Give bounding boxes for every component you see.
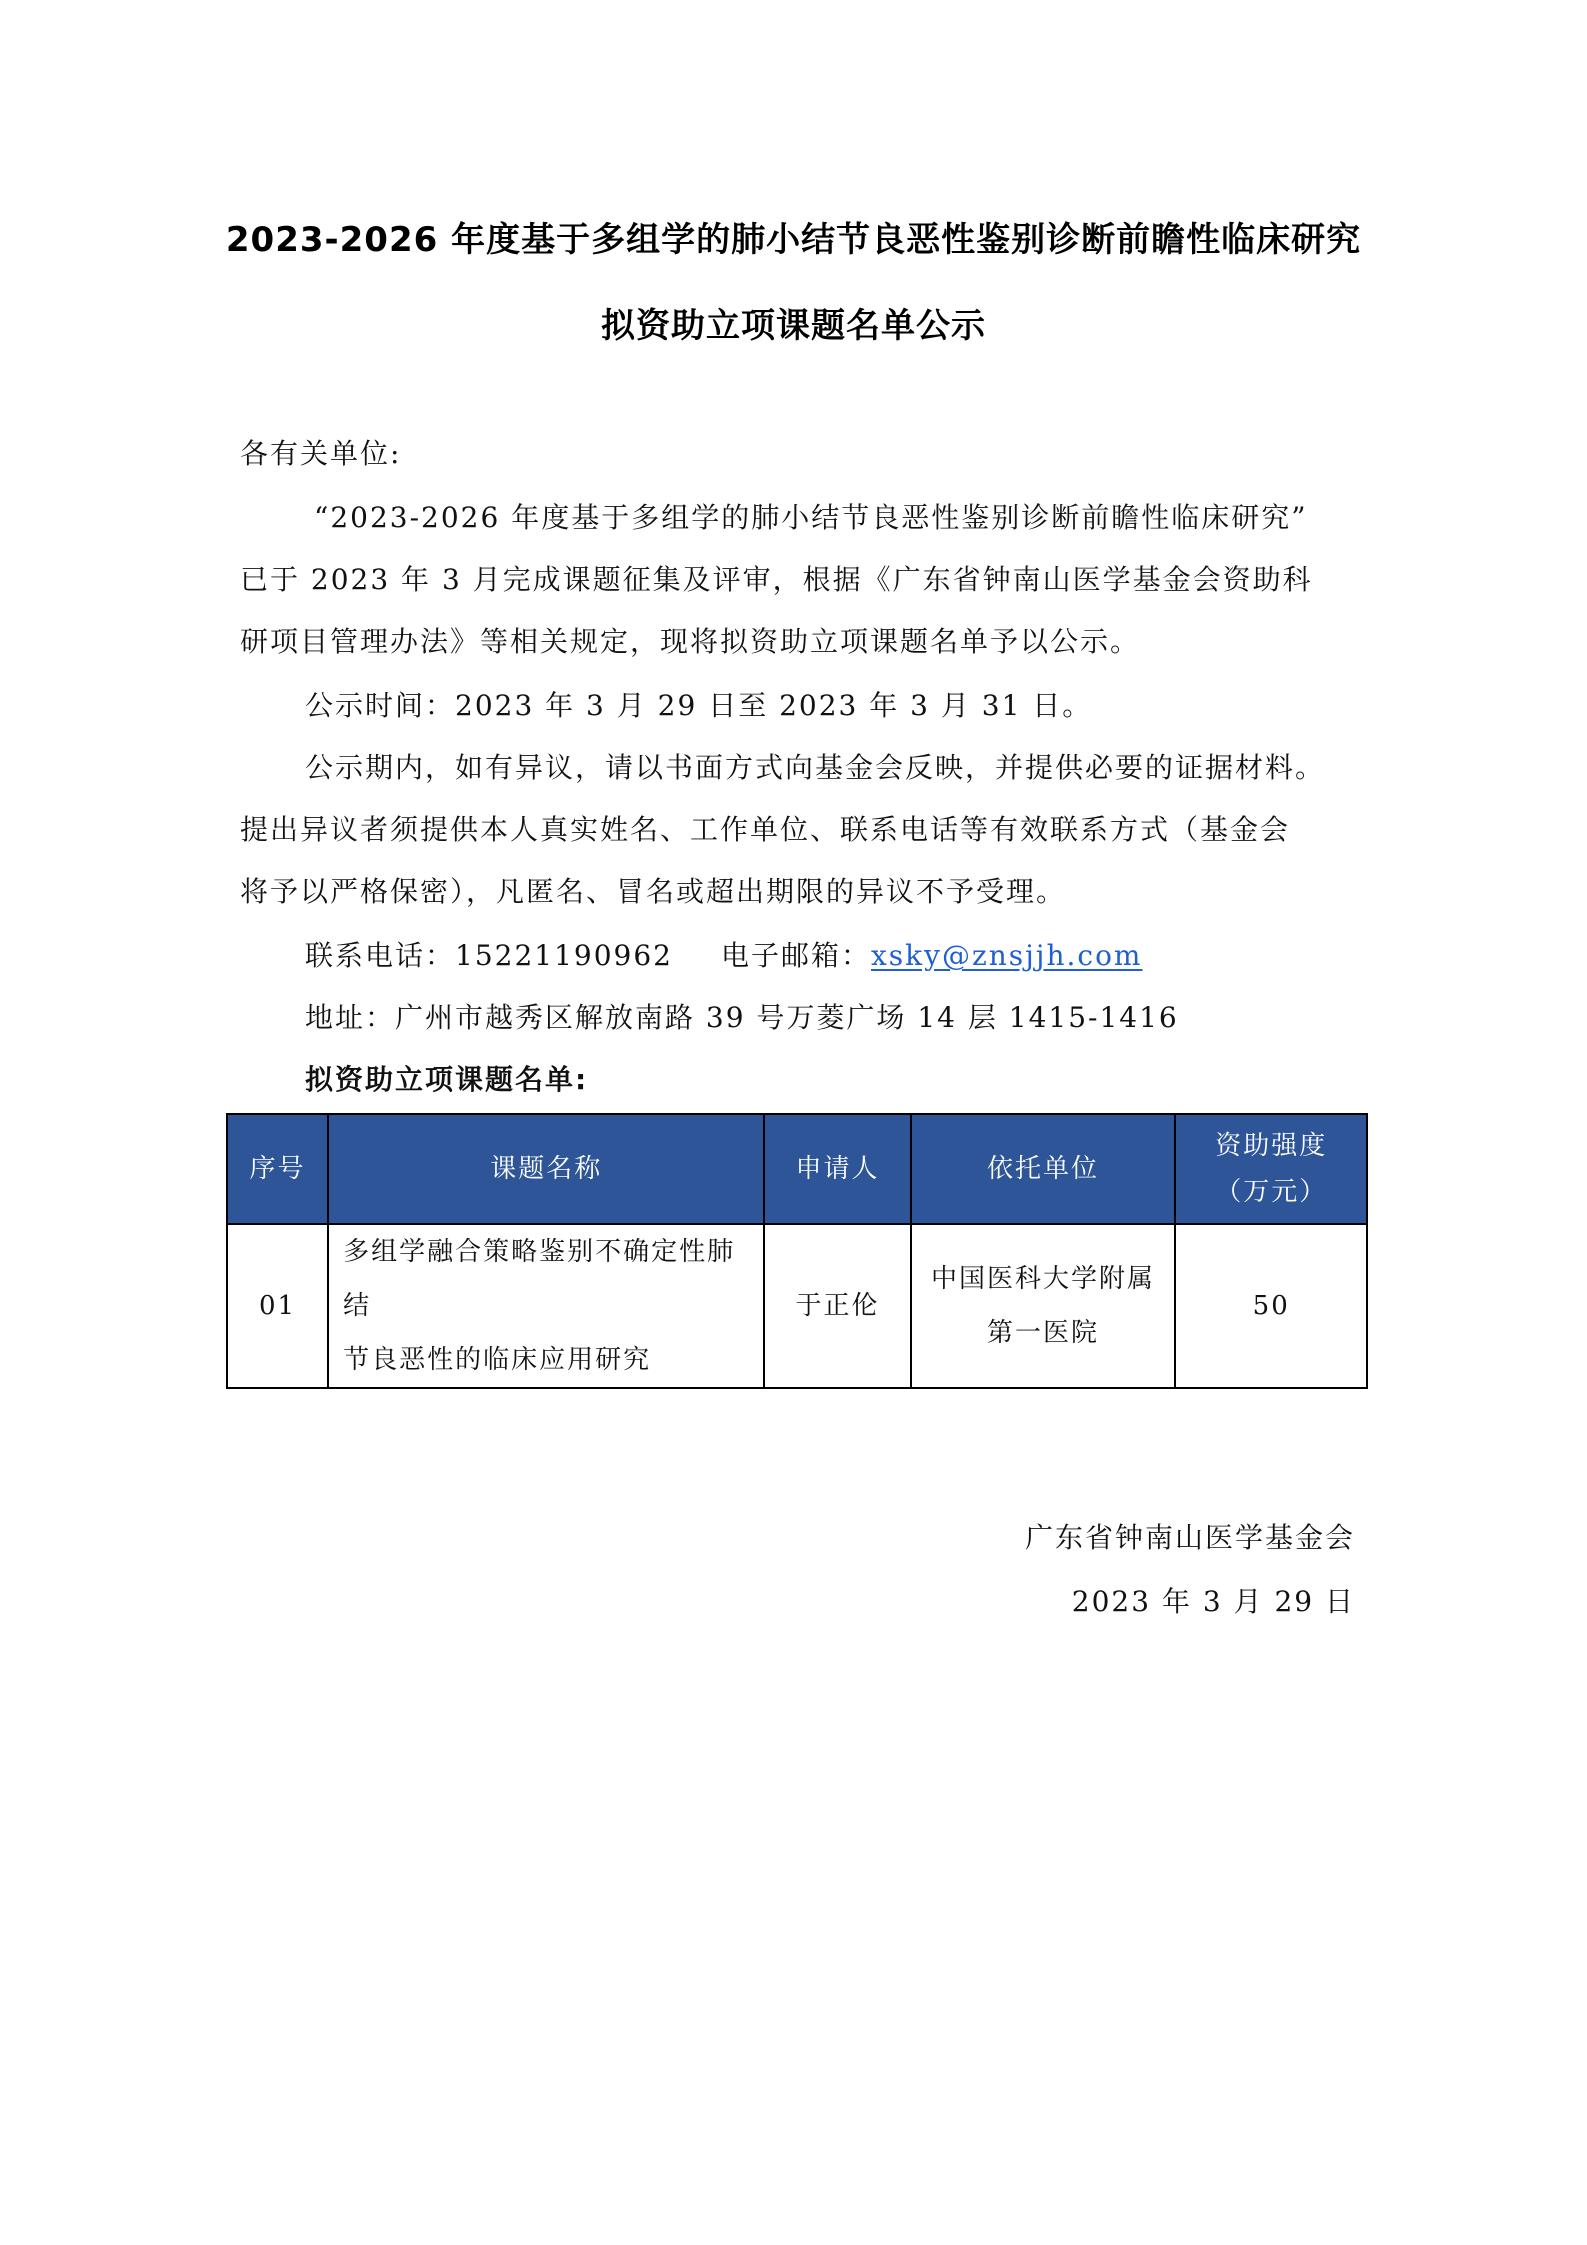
paragraph3-line1: 公示期内，如有异议，请以书面方式向基金会反映，并提供必要的证据材料。 (305, 751, 1326, 784)
cell-funding: 50 (1175, 1224, 1367, 1388)
cell-applicant: 于正伦 (764, 1224, 910, 1388)
header-funding-line2: （万元） (1215, 1177, 1328, 1207)
cell-topic (328, 1224, 764, 1388)
cell-topic-line2: 节良恶性的临床应用研究 (343, 1345, 652, 1375)
cell-organization-line2: 第一医院 (987, 1318, 1100, 1348)
cell-organization-line1: 中国医科大学附属 (931, 1264, 1156, 1294)
phone-label: 联系电话： (305, 939, 456, 972)
cell-seq: 01 (227, 1224, 328, 1388)
email-label: 电子邮箱： (720, 939, 871, 972)
header-funding-line1: 资助强度 (1215, 1131, 1328, 1161)
publicity-period: 公示时间：2023 年 3 月 29 日至 2023 年 3 月 31 日。 (305, 689, 1093, 722)
header-seq: 序号 (227, 1114, 328, 1224)
header-topic: 课题名称 (328, 1114, 764, 1224)
paragraph1-line1: “2023-2026 年度基于多组学的肺小结节良恶性鉴别诊断前瞻性临床研究” (314, 501, 1308, 534)
contact-line (305, 936, 1143, 976)
signature-date: 2023 年 3 月 29 日 (1071, 1585, 1355, 1618)
document-title-line1: 2023-2026 年度基于多组学的肺小结节良恶性鉴别诊断前瞻性临床研究 (225, 220, 1362, 260)
header-funding (1175, 1114, 1367, 1224)
paragraph3-line3: 将予以严格保密），凡匿名、冒名或超出期限的异议不予受理。 (240, 875, 1067, 908)
cell-organization (911, 1224, 1176, 1388)
table-header-row (227, 1114, 1367, 1224)
phone-number: 15221190962 (455, 939, 673, 972)
document-title-line2: 拟资助立项课题名单公示 (601, 306, 986, 346)
header-organization: 依托单位 (911, 1114, 1176, 1224)
paragraph1-line2: 已于 2023 年 3 月完成课题征集及评审，根据《广东省钟南山医学基金会资助科 (240, 563, 1313, 596)
table-row (227, 1224, 1367, 1388)
salutation: 各有关单位: (240, 437, 402, 470)
header-applicant: 申请人 (764, 1114, 910, 1224)
projects-table (226, 1113, 1368, 1389)
address: 地址：广州市越秀区解放南路 39 号万菱广场 14 层 1415-1416 (305, 1001, 1179, 1034)
paragraph3-line2: 提出异议者须提供本人真实姓名、工作单位、联系电话等有效联系方式（基金会 (240, 813, 1291, 846)
list-heading: 拟资助立项课题名单: (305, 1063, 589, 1096)
paragraph1-line3: 研项目管理办法》等相关规定，现将拟资助立项课题名单予以公示。 (240, 625, 1141, 658)
signature-organization: 广东省钟南山医学基金会 (1024, 1521, 1355, 1554)
email-link[interactable]: xsky@znsjjh.com (871, 939, 1143, 972)
cell-topic-line1: 多组学融合策略鉴别不确定性肺结 (343, 1237, 736, 1321)
